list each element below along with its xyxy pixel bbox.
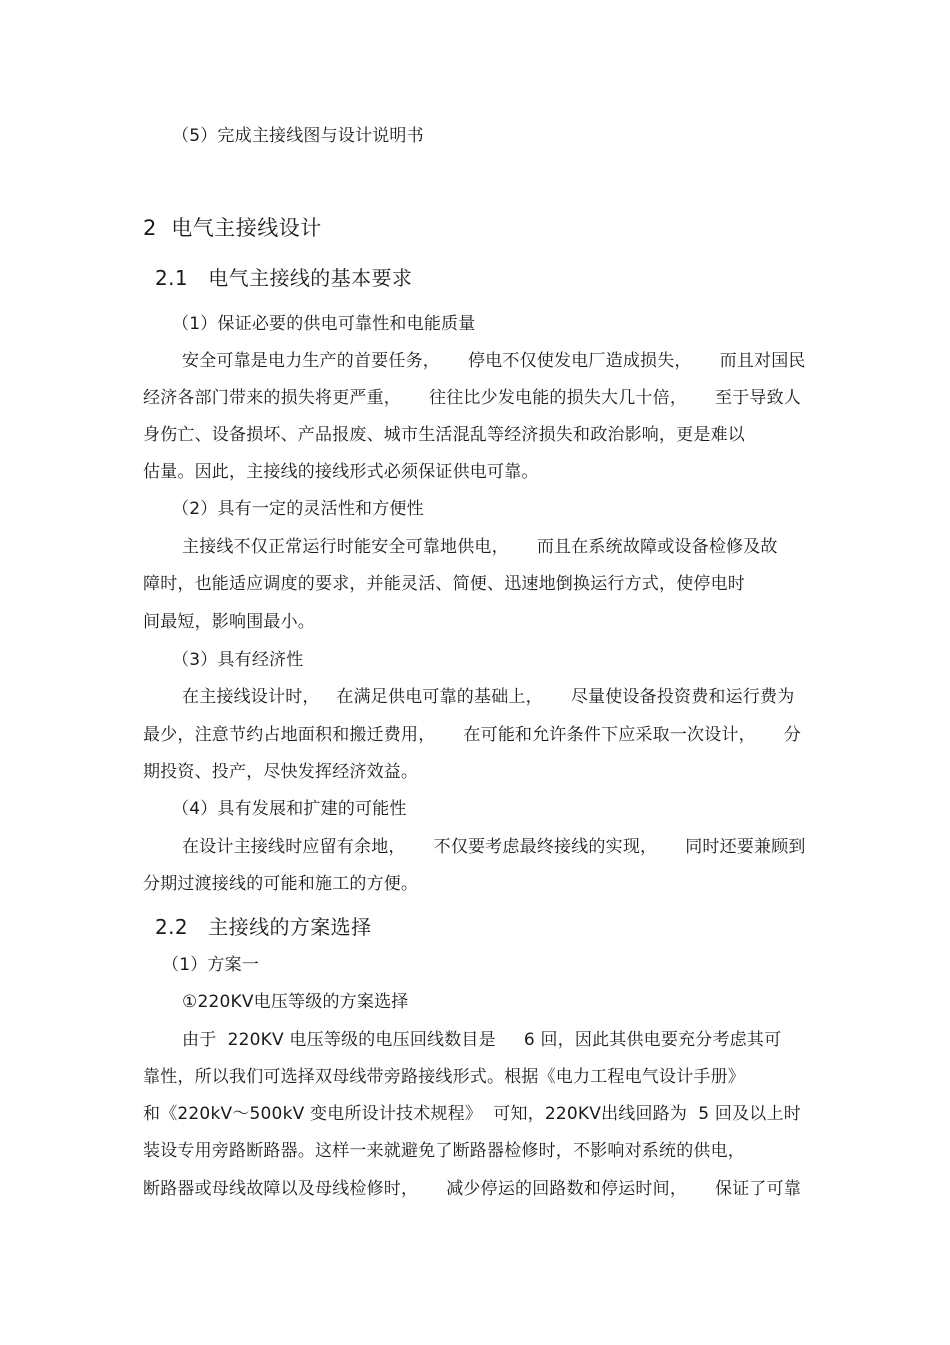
paragraph-line: 估量。因此，主接线的接线形式必须保证供电可靠。 (143, 462, 539, 482)
paragraph-line: 由于 220KV 电压等级的电压回线数目是 6 回，因此其供电要充分考虑其可 (182, 1030, 782, 1050)
paragraph-line: 在设计主接线时应留有余地， 不仅要考虑最终接线的实现， 同时还要兼顾到 (182, 837, 806, 857)
paragraph-line: 靠性，所以我们可选择双母线带旁路接线形式。根据《电力工程电气设计手册》 (143, 1067, 745, 1087)
paragraph-line: 安全可靠是电力生产的首要任务， 停电不仅使发电厂造成损失， 而且对国民 (182, 351, 806, 371)
paragraph-line: 和《220kV～500kV 变电所设计技术规程》 可知，220KV出线回路为 5 回及以上时 (143, 1104, 801, 1124)
requirement-heading-2: （2）具有一定的灵活性和方便性 (172, 499, 424, 519)
list-item-5: （5）完成主接线图与设计说明书 (172, 126, 424, 146)
paragraph-line: 最少，注意节约占地面积和搬迁费用， 在可能和允许条件下应采取一次设计， 分 (143, 725, 802, 745)
paragraph-line: 经济各部门带来的损失将更严重， 往往比少发电能的损失大几十倍， 至于导致人 (143, 388, 802, 408)
scheme-heading-1: （1）方案一 (162, 955, 260, 975)
paragraph-line: 在主接线设计时， 在满足供电可靠的基础上， 尽量使设备投资费和运行费为 (182, 687, 795, 707)
paragraph-line: 身伤亡、设备损坏、产品报废、城市生活混乱等经济损失和政治影响，更是难以 (143, 425, 745, 445)
requirement-heading-1: （1）保证必要的供电可靠性和电能质量 (172, 314, 476, 334)
scheme-subheading: ①220KV电压等级的方案选择 (182, 992, 409, 1012)
paragraph-line: 障时，也能适应调度的要求，并能灵活、简便、迅速地倒换运行方式，使停电时 (143, 574, 745, 594)
paragraph-line: 期投资、投产，尽快发挥经济效益。 (143, 762, 419, 782)
subsection-heading-2-1: 2.1 电气主接线的基本要求 (155, 266, 413, 290)
paragraph-line: 断路器或母线故障以及母线检修时， 减少停运的回路数和停运时间， 保证了可靠 (143, 1179, 802, 1199)
paragraph-line: 主接线不仅正常运行时能安全可靠地供电， 而且在系统故障或设备检修及故 (182, 537, 778, 557)
section-heading-2: 2 电气主接线设计 (143, 216, 322, 240)
requirement-heading-4: （4）具有发展和扩建的可能性 (172, 799, 407, 819)
paragraph-line: 装设专用旁路断路器。这样一来就避免了断路器检修时，不影响对系统的供电， (143, 1141, 745, 1161)
subsection-heading-2-2: 2.2 主接线的方案选择 (155, 915, 372, 939)
paragraph-line: 分期过渡接线的可能和施工的方便。 (143, 874, 419, 894)
requirement-heading-3: （3）具有经济性 (172, 650, 304, 670)
paragraph-line: 间最短，影响围最小。 (143, 612, 315, 632)
